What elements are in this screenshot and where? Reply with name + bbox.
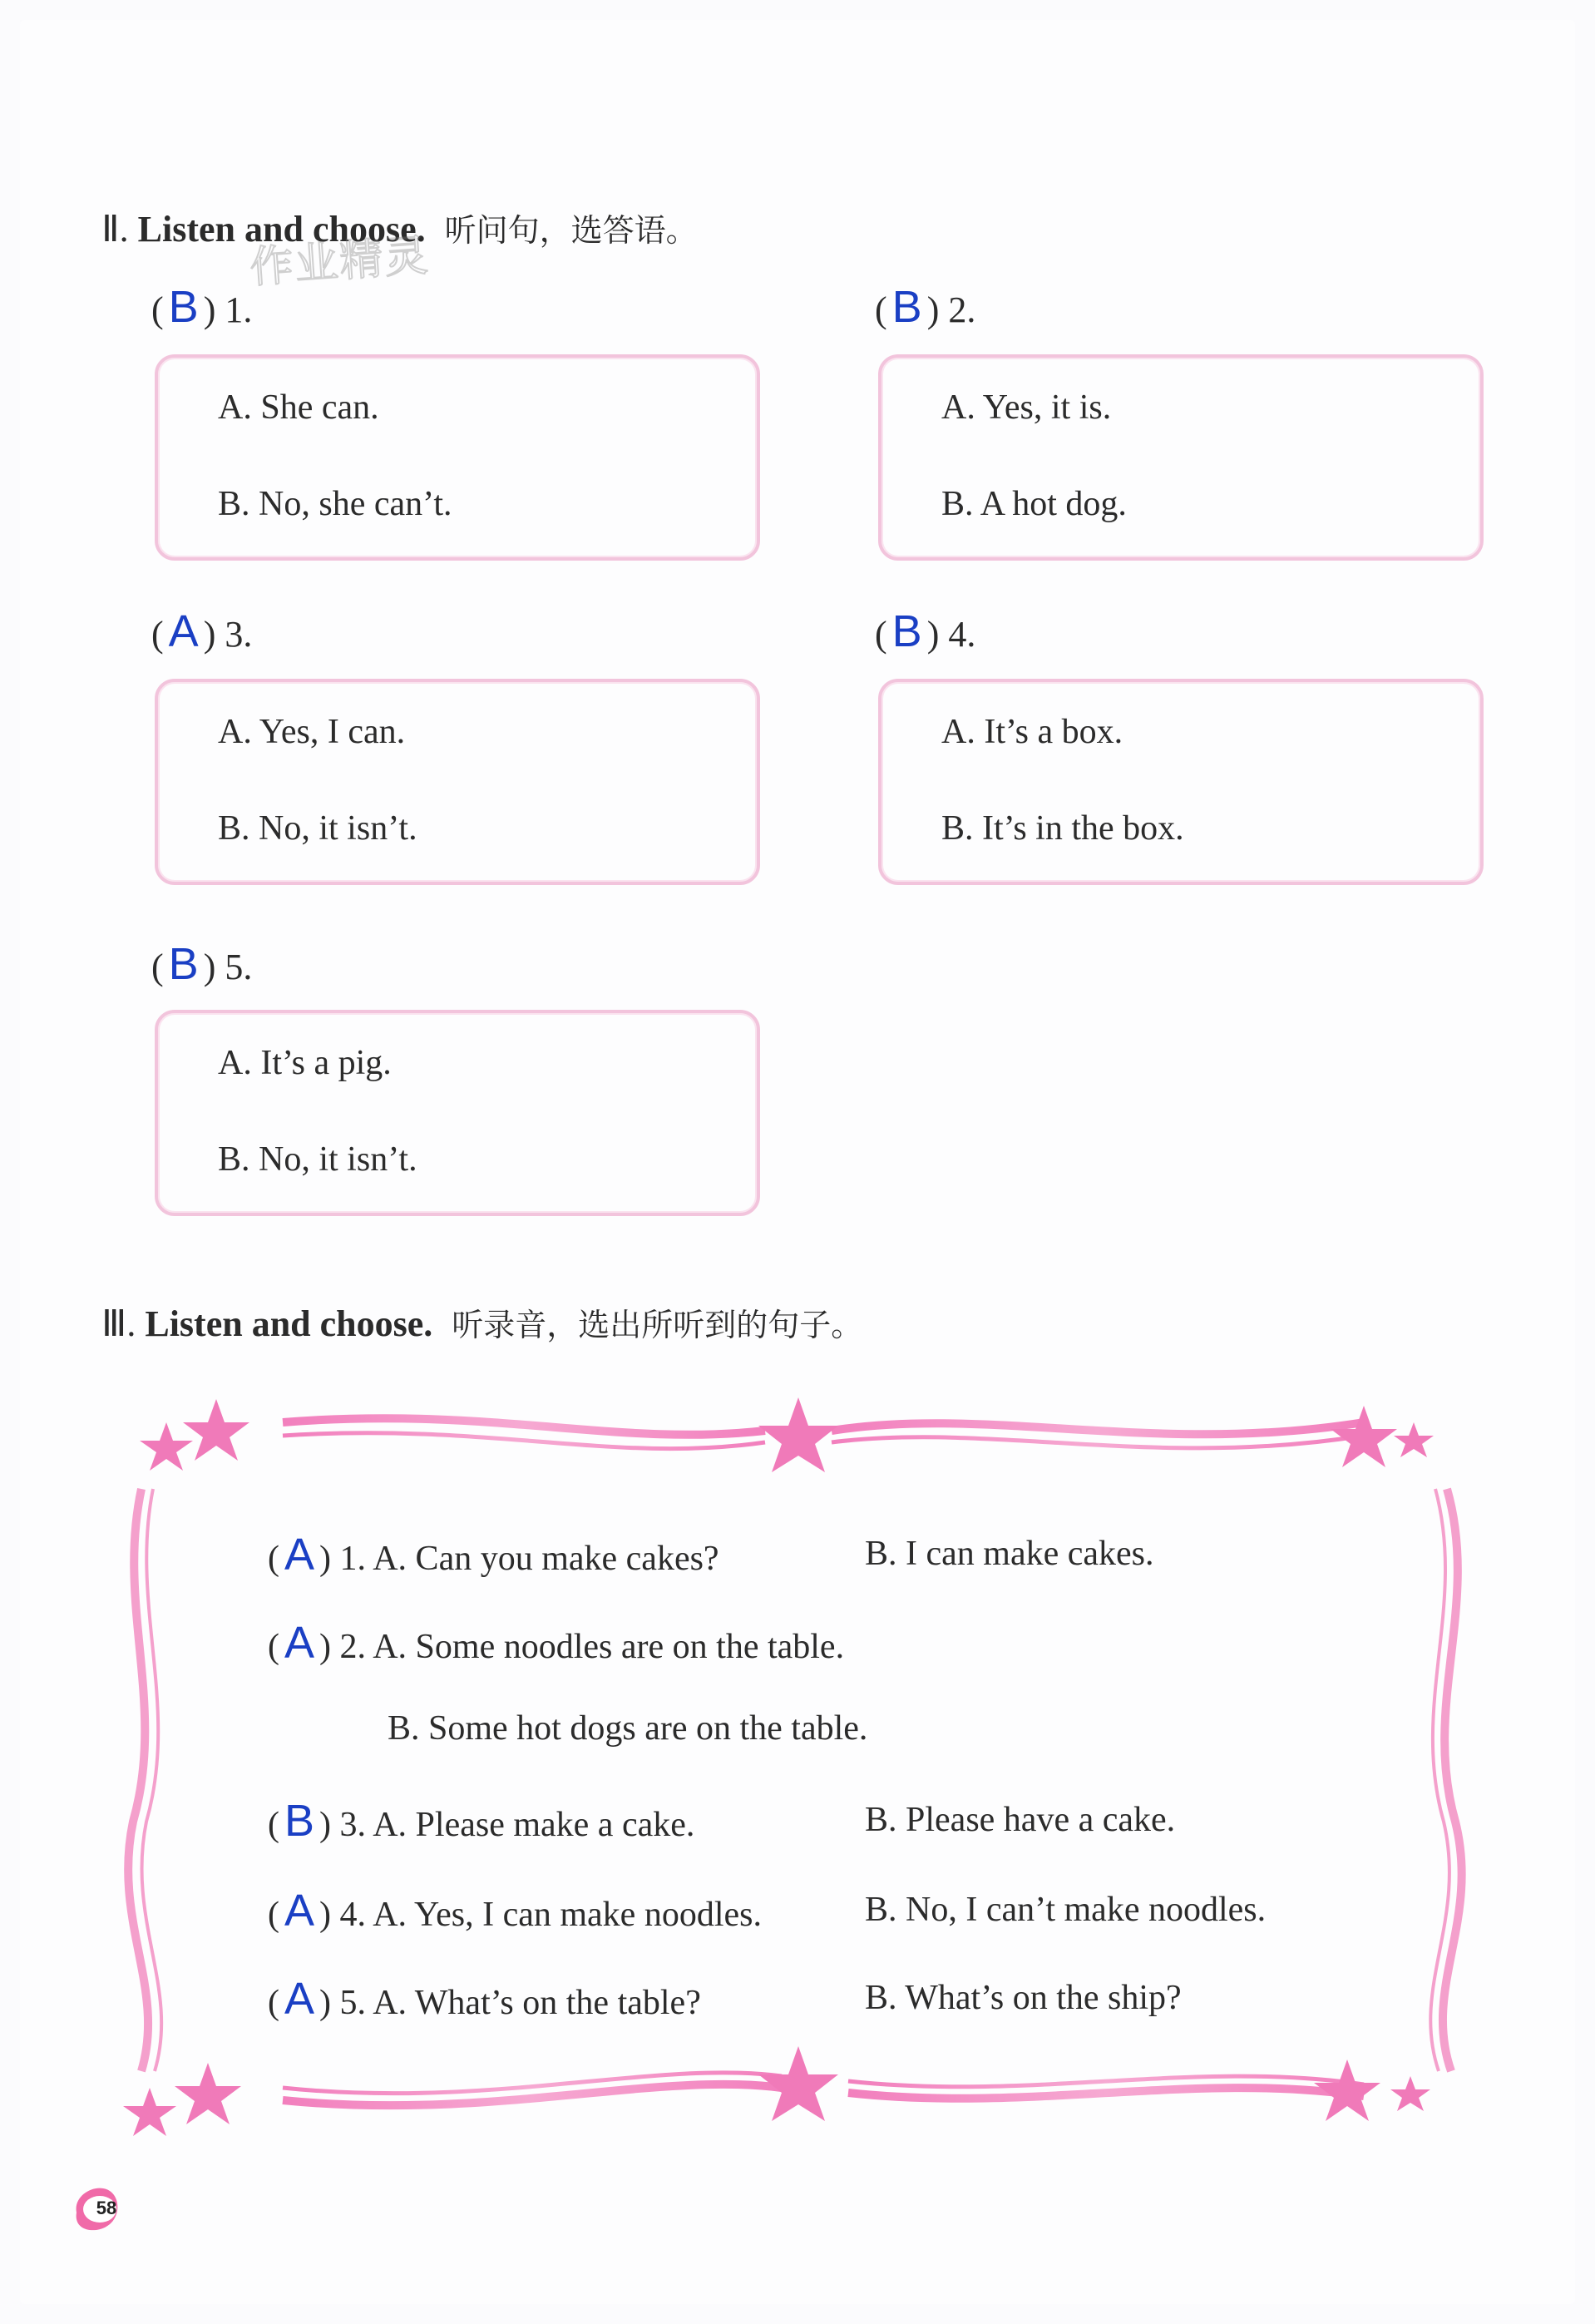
s3-option-a-3[interactable]: A. Please make a cake.	[373, 1806, 695, 1844]
s3-row-2: ( A ) 2. A. Some noodles are on the table.	[268, 1618, 845, 1668]
star-icon	[758, 2046, 838, 2121]
question-1-header: ( B ) 1.	[151, 282, 253, 332]
s3-number-3: 3.	[339, 1806, 367, 1844]
question-4-option-a[interactable]: A. It’s a box.	[941, 713, 1123, 751]
star-icon	[123, 2088, 176, 2136]
question-4-number: 4.	[948, 614, 976, 655]
star-icon	[175, 2063, 241, 2124]
s3-option-a-2[interactable]: A. Some noodles are on the table.	[373, 1628, 845, 1666]
question-5-header: ( B ) 5.	[151, 939, 253, 989]
question-1-option-b[interactable]: B. No, she can’t.	[218, 485, 452, 523]
s3-option-b-4[interactable]: B. No, I can’t make noodles.	[865, 1891, 1267, 1929]
star-icon	[183, 1399, 249, 1461]
s3-number-5: 5.	[339, 1984, 367, 2022]
question-2-header: ( B ) 2.	[875, 282, 976, 332]
section-2-roman: Ⅱ.	[101, 209, 129, 250]
question-1-options-box	[155, 354, 760, 561]
question-5-option-b[interactable]: B. No, it isn’t.	[218, 1140, 417, 1179]
s3-answer-5[interactable]: A	[284, 1974, 315, 2024]
answer-3[interactable]: A	[168, 606, 199, 656]
s3-number-4: 4.	[339, 1896, 367, 1934]
star-icon	[1314, 2059, 1380, 2121]
section-3-instruction: 听录音，选出所听到的句子。	[452, 1307, 863, 1343]
s3-answer-3[interactable]: B	[284, 1796, 315, 1846]
page-number: 58	[96, 2198, 117, 2218]
s3-answer-1[interactable]: A	[284, 1530, 315, 1580]
question-3-option-a[interactable]: A. Yes, I can.	[218, 713, 406, 751]
star-icon	[758, 1397, 838, 1472]
question-4-options-box	[878, 679, 1484, 885]
question-4-option-b[interactable]: B. It’s in the box.	[941, 809, 1184, 848]
answer-1[interactable]: B	[168, 282, 199, 332]
section-3-heading	[101, 1299, 862, 1345]
question-1-number: 1.	[225, 289, 253, 330]
question-3-options-box	[155, 679, 760, 885]
star-frame-decoration	[116, 1389, 1480, 2138]
star-icon	[140, 1422, 193, 1471]
s3-option-a-1[interactable]: A. Can you make cakes?	[373, 1540, 719, 1578]
watermark: 作业精灵	[248, 230, 432, 294]
stars	[123, 1397, 1434, 2136]
star-icon	[1331, 1406, 1397, 1467]
question-2-option-b[interactable]: B. A hot dog.	[941, 485, 1127, 523]
s3-row-5: ( A ) 5. A. What’s on the table?	[268, 1974, 701, 2024]
question-3-number: 3.	[225, 614, 253, 655]
answer-2[interactable]: B	[891, 282, 922, 332]
s3-answer-2[interactable]: A	[284, 1618, 315, 1668]
answer-4[interactable]: B	[891, 606, 922, 656]
s3-answer-4[interactable]: A	[284, 1886, 315, 1936]
s3-row-4: ( A ) 4. A. Yes, I can make noodles.	[268, 1886, 762, 1936]
question-2-number: 2.	[948, 289, 976, 330]
s3-option-b-3[interactable]: B. Please have a cake.	[865, 1801, 1176, 1839]
section-2-instruction: 听问句，选答语。	[444, 212, 698, 249]
question-5-options-box	[155, 1010, 760, 1216]
question-4-header: ( B ) 4.	[875, 606, 976, 656]
s3-option-b-1[interactable]: B. I can make cakes.	[865, 1535, 1154, 1573]
s3-option-a-4[interactable]: A. Yes, I can make noodles.	[373, 1896, 762, 1934]
s3-number-2: 2.	[339, 1628, 367, 1666]
section-3-roman: Ⅲ.	[101, 1303, 136, 1344]
question-1-option-a[interactable]: A. She can.	[218, 388, 379, 427]
question-3-option-b[interactable]: B. No, it isn’t.	[218, 809, 417, 848]
s3-row-1: ( A ) 1. A. Can you make cakes?	[268, 1530, 719, 1580]
section-2-title: Listen and choose.	[137, 209, 426, 250]
s3-row-3: ( B ) 3. A. Please make a cake.	[268, 1796, 695, 1846]
star-icon	[1394, 1422, 1434, 1457]
question-2-option-a[interactable]: A. Yes, it is.	[941, 388, 1112, 427]
question-5-option-a[interactable]: A. It’s a pig.	[218, 1044, 392, 1082]
s3-option-b-2[interactable]: B. Some hot dogs are on the table.	[388, 1709, 868, 1748]
s3-option-b-5[interactable]: B. What’s on the ship?	[865, 1979, 1182, 2017]
question-3-header: ( A ) 3.	[151, 606, 253, 656]
s3-number-1: 1.	[339, 1540, 367, 1578]
section-3-title: Listen and choose.	[145, 1303, 433, 1344]
s3-option-a-5[interactable]: A. What’s on the table?	[373, 1984, 701, 2022]
question-2-options-box	[878, 354, 1484, 561]
question-5-number: 5.	[225, 947, 253, 987]
star-icon	[1390, 2076, 1430, 2111]
answer-5[interactable]: B	[168, 939, 199, 989]
